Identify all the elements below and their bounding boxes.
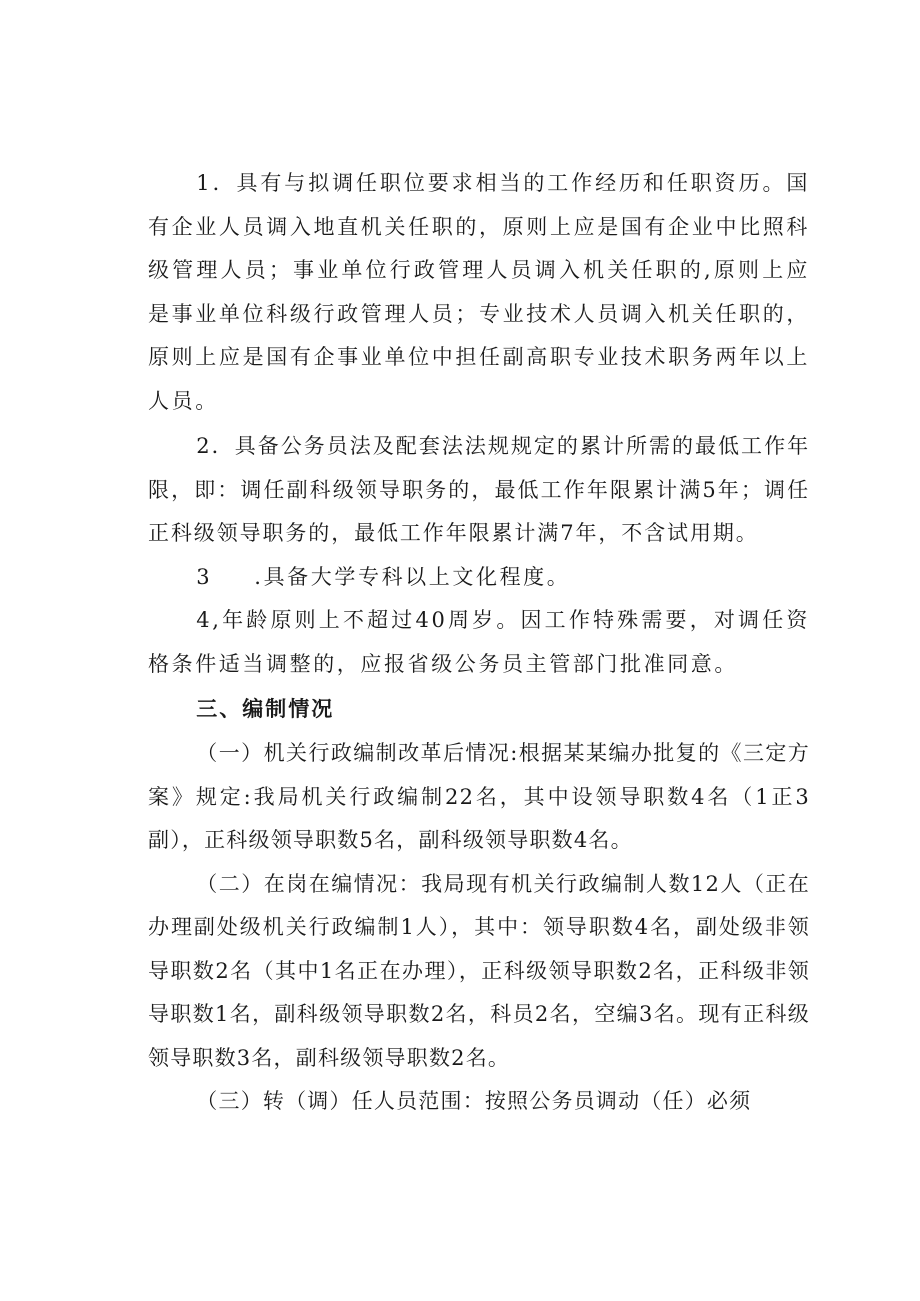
paragraph-qualification-4: 4,年龄原则上不超过40周岁。因工作特殊需要，对调任资格条件适当调整的，应报省级公务员主管部门批准同意。 bbox=[148, 608, 810, 676]
paragraph-text: .具备大学专科以上文化程度。 bbox=[254, 564, 571, 589]
paragraph-number: 3 bbox=[196, 564, 213, 589]
paragraph-staffing-current: （二）在岗在编情况：我局现有机关行政编制人数12人（正在办理副处级机关行政编制1人），其中：领导职数4名，副处级非领导职数2名（其中1名正在办理），正科级领导职数2名，正科级非领导职数1名，副科级领导职数2名，科员2名，空编3名。现有正科级领导职数3名，副科级领导职数2名。 bbox=[148, 871, 810, 1070]
paragraph-staffing-reform: （一）机关行政编制改革后情况:根据某某编办批复的《三定方案》规定:我局机关行政编制22名，其中设领导职数4名（1正3副），正科级领导职数5名，副科级领导职数4名。 bbox=[148, 741, 810, 852]
document-body bbox=[148, 162, 810, 1124]
paragraph-qualification-1: 1．具有与拟调任职位要求相当的工作经历和任职资历。国有企业人员调入地直机关任职的，原则上应是国有企业中比照科级管理人员；事业单位行政管理人员调入机关任职的,原则上应是事业单位科级行政管理人员；专业技术人员调入机关任职的，原则上应是国有企事业单位中担任副高职专业技术职务两年以上人员。 bbox=[148, 171, 810, 413]
paragraph-transfer-scope: （三）转（调）任人员范围：按照公务员调动（任）必须 bbox=[196, 1089, 752, 1113]
paragraph-qualification-2: 2．具备公务员法及配套法法规规定的累计所需的最低工作年限，即：调任副科级领导职务的，最低工作年限累计满5年；调任正科级领导职务的，最低工作年限累计满7年，不含试用期。 bbox=[148, 434, 810, 545]
paragraph-qualification-3 bbox=[148, 556, 810, 600]
section-heading: 三、编制情况 bbox=[196, 697, 335, 721]
